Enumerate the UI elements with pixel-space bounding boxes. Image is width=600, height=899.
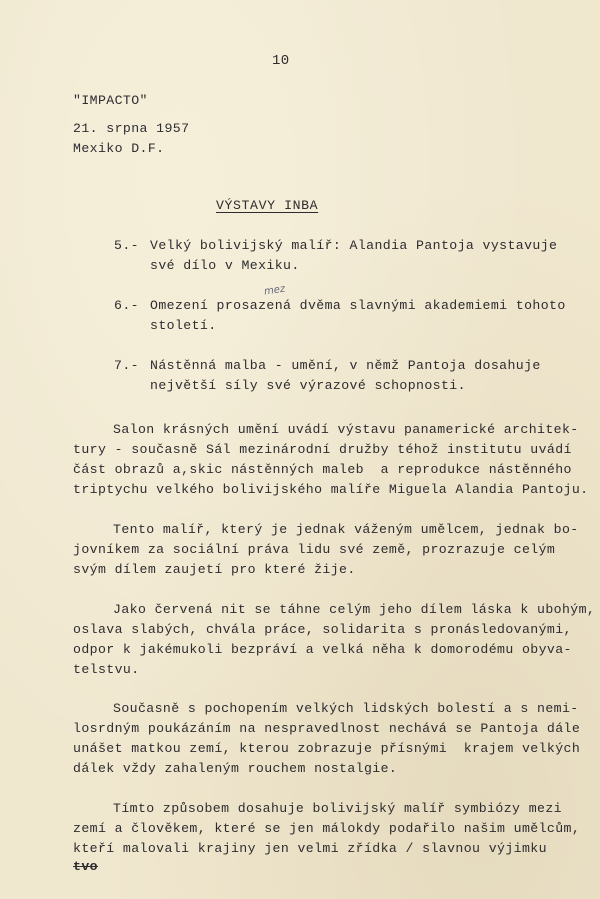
paragraph-line: telstvu. [73, 662, 140, 677]
section-title: VÝSTAVY INBA [216, 198, 319, 213]
list-item-number: 7.- [114, 358, 139, 373]
paragraph-line: unášet matkou zemí, kterou zobrazuje přísnými krajem velkých [73, 741, 581, 756]
paragraph-line: oslava slabých, chvála práce, solidarita s pronásledovanými, [73, 622, 572, 637]
paragraph-line: losrdným poukázáním na nespravedlnost nechává se Pantoja dále [73, 721, 581, 736]
struck-fragment: tvo [73, 859, 98, 874]
paragraph-line: Salon krásných umění uvádí výstavu panamerické architek- [113, 422, 579, 437]
header-source: "IMPACTO" [73, 93, 148, 108]
paragraph-line: kteří malovali krajiny jen velmi zřídka / slavnou výjimku [73, 841, 547, 856]
paragraph-line: Jako červená nit se táhne celým jeho dílem láska k ubohým, [113, 602, 596, 617]
list-item-line: své dílo v Mexiku. [150, 258, 300, 273]
paragraph-line: Tento malíř, který je jednak váženým umělcem, jednak bo- [113, 522, 579, 537]
page-number: 10 [272, 53, 290, 69]
list-item-number: 6.- [114, 298, 139, 313]
paragraph-line: svým dílem zaujetí pro které žije. [73, 562, 356, 577]
list-item-line: Nástěnná malba - umění, v němž Pantoja dosahuje [150, 358, 541, 373]
header-place: Mexiko D.F. [73, 141, 165, 156]
handwritten-annotation: mez [263, 283, 286, 298]
paragraph-line: část obrazů a,skic nástěnných maleb a reprodukce nástěnného [73, 462, 572, 477]
header-date: 21. srpna 1957 [73, 121, 190, 136]
paragraph-line: Současně s pochopením velkých lidských bolestí a s nemi- [113, 701, 579, 716]
list-item-line: století. [150, 318, 217, 333]
list-item-line: Velký bolivijský malíř: Alandia Pantoja vystavuje [150, 238, 558, 253]
list-item-number: 5.- [114, 238, 139, 253]
paragraph-line: triptychu velkého bolivijského malíře Miguela Alandia Pantoju. [73, 482, 589, 497]
list-item-line: Omezení prosazená dvěma slavnými akademiemi tohoto [150, 298, 566, 313]
paragraph-line: zemí a člověkem, které se jen málokdy podařilo našim umělcům, [73, 821, 581, 836]
list-item-line: největší síly své výrazové schopnosti. [150, 378, 466, 393]
paragraph-line: jovníkem za sociální práva lidu své země, prozrazuje celým [73, 542, 556, 557]
paragraph-line: Tímto způsobem dosahuje bolivijský malíř symbiózy mezi [113, 801, 562, 816]
paragraph-line: odpor k jakémukoli bezpráví a velká něha k domorodému obyva- [73, 642, 572, 657]
paragraph-line: tury - současně Sál mezinárodní družby téhož institutu uvádí [73, 442, 572, 457]
paragraph-line: dálek vždy zahaleným rouchem nostalgie. [73, 761, 398, 776]
